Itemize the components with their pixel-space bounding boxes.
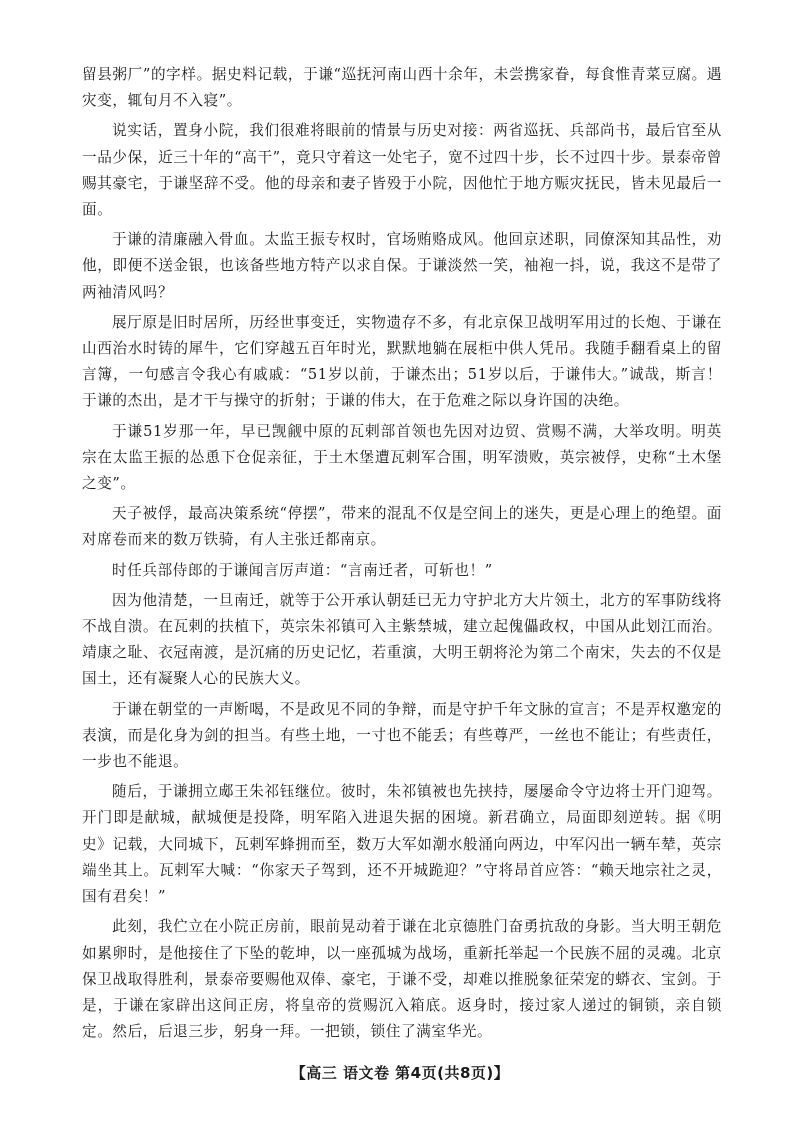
paragraph-6: 天子被俘，最高决策系统“停摆”，带来的混乱不仅是空间上的迷失，更是心理上的绝望。面对席卷而来的数万铁骑，有人主张迁都南京。 bbox=[82, 505, 722, 549]
paragraph-4: 展厅原是旧时居所，历经世事变迁，实物遗存不多，有北京保卫战明军用过的长炮、于谦在山西治水时铸的犀牛，它们穿越五百年时光，默默地躺在展柜中供人凭吊。我随手翻看桌上的留言簿，一句感言令我心有戚戚：“51岁以前，于谦杰出；51岁以后，于谦伟大。”诚哉，斯言！于谦的杰出，是才干与操守的折射；于谦的伟大，在于危难之际以身许国的决绝。 bbox=[82, 313, 722, 410]
article-body bbox=[82, 62, 722, 1049]
paragraph-8: 因为他清楚，一旦南迁，就等于公开承认朝廷已无力守护北方大片领土，北方的军事防线将不战自溃。在瓦剌的扶植下，英宗朱祁镇可入主紫禁城，建立起傀儡政权，中国从此划江而治。靖康之耻、衣冠南渡，是沉痛的历史记忆，若重演，大明王朝将沦为第二个南宋，失去的不仅是国土，还有凝聚人心的民族大义。 bbox=[82, 591, 722, 688]
paragraph-3: 于谦的清廉融入骨血。太监王振专权时，官场贿赂成风。他回京述职，同僚深知其品性，劝他，即便不送金银，也该备些地方特产以求自保。于谦淡然一笑，袖袍一抖，说，我这不是带了两袖清风吗？ bbox=[82, 231, 722, 301]
paragraph-10: 随后，于谦拥立郕王朱祁钰继位。彼时，朱祁镇被也先挟持，屡屡命令守边将士开门迎驾。开门即是献城，献城便是投降，明军陷入进退失据的困境。新君确立，局面即刻逆转。据《明史》记载，大同城下，瓦剌军蜂拥而至，数万大军如潮水般涌向两边，中军闪出一辆车辇，英宗端坐其上。瓦剌军大喊：“你家天子驾到，还不开城跪迎？”守将昂首应答：“赖天地宗社之灵，国有君矣！” bbox=[82, 783, 722, 906]
paragraph-5: 于谦51岁那一年，早已觊觎中原的瓦剌部首领也先因对边贸、赏赐不满，大举攻明。明英宗在太监王振的怂恿下仓促亲征，于土木堡遭瓦剌军合围，明军溃败，英宗被俘，史称“土木堡之变”。 bbox=[82, 422, 722, 493]
paragraph-9: 于谦在朝堂的一声断喝，不是政见不同的争辩，而是守护千年文脉的宣言；不是弄权邀宠的表演，而是化身为剑的担当。有些土地，一寸也不能丢；有些尊严，一丝也不能让；有些责任，一步也不能退。 bbox=[82, 700, 722, 771]
paragraph-11: 此刻，我伫立在小院正房前，眼前晃动着于谦在北京德胜门奋勇抗敌的身影。当大明王朝危如累卵时，是他接住了下坠的乾坤，以一座孤城为战场，重新托举起一个民族不屈的灵魂。北京保卫战取得胜利，景泰帝要赐他双俸、豪宅，于谦不受，却难以推脱象征荣宠的蟒衣、宝剑。于是，于谦在家辟出这间正房，将皇帝的赏赐沉入箱底。返身时，接过家人递过的铜锁，亲自锁定。然后，后退三步，躬身一拜。一把锁，锁住了满室华光。 bbox=[82, 918, 722, 1041]
paragraph-7: 时任兵部侍郎的于谦闻言厉声道：“言南迁者，可斩也！” bbox=[112, 561, 493, 579]
paragraph-1: 留县粥厂”的字样。据史料记载，于谦“巡抚河南山西十余年，未尝携家眷，每食惟青菜豆腐。遇灾变，辄旬月不入寝”。 bbox=[82, 66, 722, 110]
paragraph-2: 说实话，置身小院，我们很难将眼前的情景与历史对接：两省巡抚、兵部尚书，最后官至从一品少保，近三十年的“高干”，竟只守着这一处宅子，宽不过四十步，长不过四十步。景泰帝曾赐其豪宅，于谦坚辞不受。他的母亲和妻子皆殁于小院，因他忙于地方赈灾抚民，皆未见最后一面。 bbox=[82, 122, 722, 219]
page-footer: 【高三 语文卷 第4页(共8页)】 bbox=[290, 1064, 510, 1082]
